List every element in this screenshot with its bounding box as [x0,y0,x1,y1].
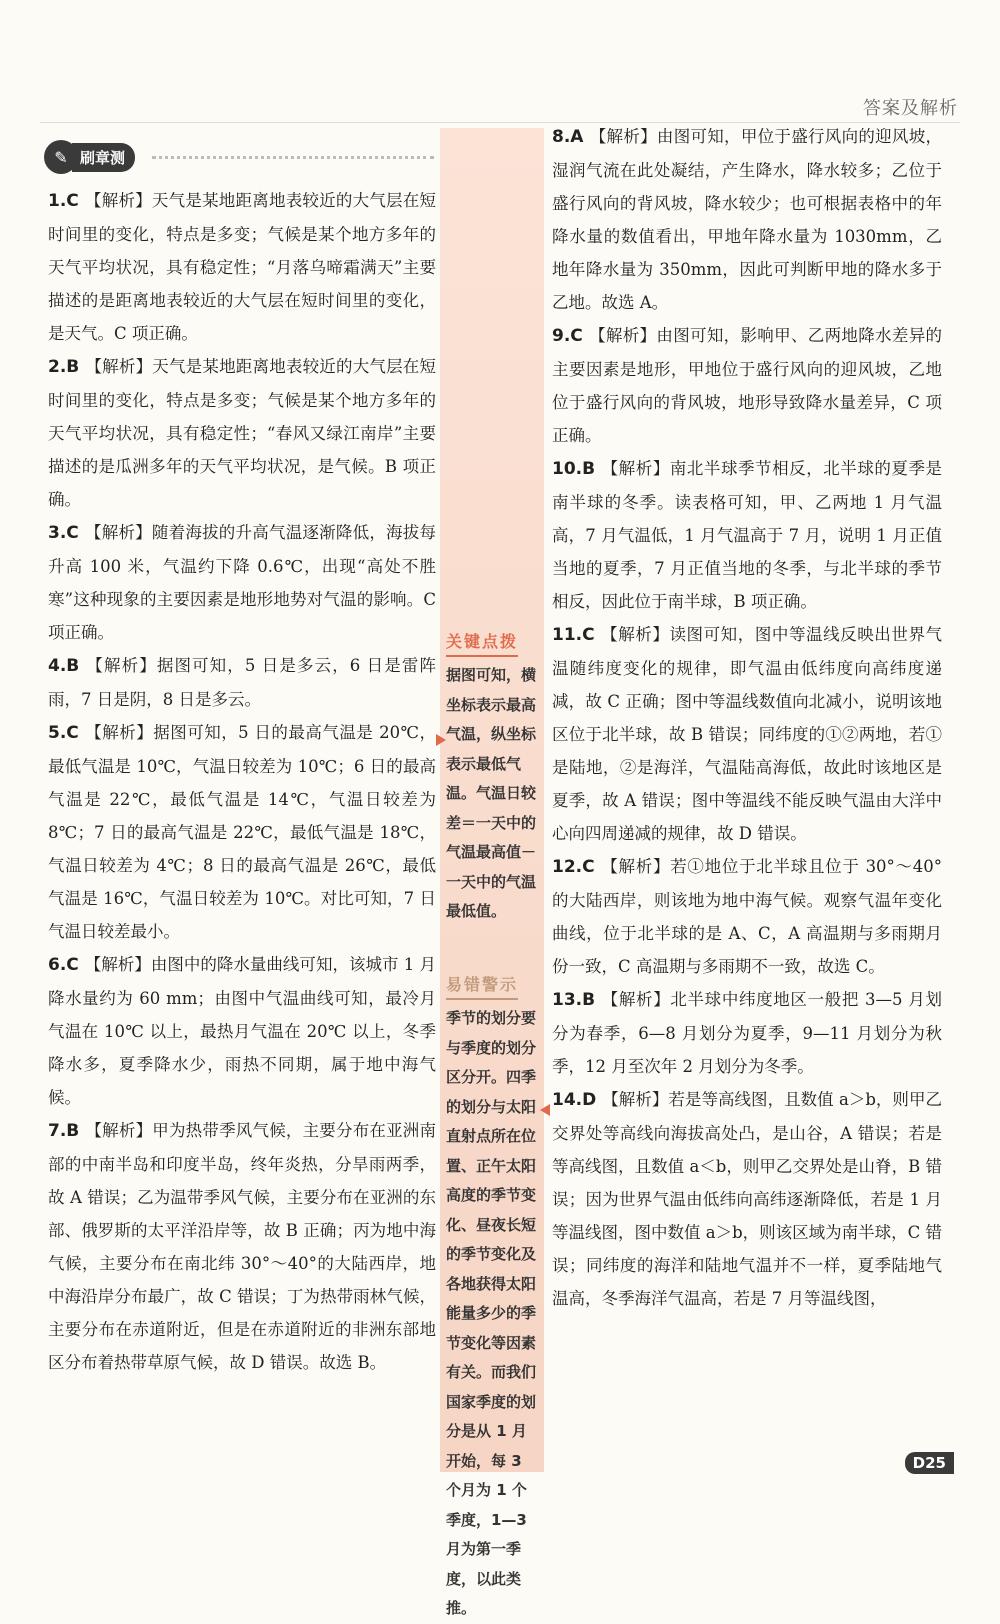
question-14: 14.D 【解析】若是等高线图，且数值 a＞b，则甲乙交界处等高线向海拔高处凸，是山谷，A 错误；若是等高线图，且数值 a＜b，则甲乙交界处是山脊，B 错误；因为世界气温由低纬向高纬逐渐降低，若是 1 月等温线图，图中数值 a＞b，则该区域为南半球，C 错误；同纬度的海洋和陆地气温并不一样，夏季陆地气温高，冬季海洋气温高，若是 7 月等温线图， [552,1090,943,1308]
question-4: 4.B 【解析】据图可知，5 日是多云，6 日是雷阵雨，7 日是阴，8 日是多云。 [48,656,436,709]
question-7: 7.B 【解析】甲为热带季风气候，主要分布在亚洲南部的中南半岛和印度半岛，终年炎热，分旱雨两季，故 A 错误；乙为温带季风气候，主要分布在亚洲的东部、俄罗斯的太平洋沿岸等，故 B 正确；丙为地中海气候，主要分布在南北纬 30°～40°的大陆西岸，地中海沿岸分布最广，故 C 错误；丁为热带雨林气候，主要分布在赤道附近，但是在赤道附近的非洲东部地区分布着热带草原气候，故 D 错误。故选 B。 [48,1121,437,1372]
section-badge-label: 刷章测 [72,143,135,172]
page-header-title: 答案及解析 [863,98,958,119]
error-warning-note [446,971,538,1624]
question-8: 8.A 【解析】由图可知，甲位于盛行风向的迎风坡，湿润气流在此处凝结，产生降水，降水较多；乙位于盛行风向的背风坡，降水较少；也可根据表格中的年降水量的数值看出，甲地年降水量为 1030mm，乙地年降水量为 350mm，因此可判断甲地的降水多于乙地。故选 A。 [552,127,943,312]
question-1-text: 天气是某地距离地表较近的大气层在短时间里的变化，特点是多变；气候是某个地方多年的天气平均状况，具有稳定性；“月落乌啼霜满天”主要描述的是距离地表较近的大气层在短时间里的变化，是天气。C 项正确。 [48,191,437,343]
question-10: 10.B 【解析】南北半球季节相反，北半球的夏季是南半球的冬季。读表格可知，甲、乙两地 1 月气温高，7 月气温低，1 月气温高于 7 月，说明 1 月正值当地的夏季，7 月正值当地的冬季，与北半球的季节相反，因此位于南半球，B 项正确。 [552,459,943,611]
section-dotted-divider [152,156,434,159]
question-7-text: 甲为热带季风气候，主要分布在亚洲南部的中南半岛和印度半岛，终年炎热，分旱雨两季，故 A 错误；乙为温带季风气候，主要分布在亚洲的东部、俄罗斯的太平洋沿岸等，故 B 正确；丙为地中海气候，主要分布在南北纬 30°～40°的大陆西岸，地中海沿岸分布最广，故 C 错误；丁为热带雨林气候，主要分布在赤道附近，但是在赤道附近的非洲东部地区分布着热带草原气候，故 D 错误。故选 B。 [48,1121,437,1372]
question-10-text: 南北半球季节相反，北半球的夏季是南半球的冬季。读表格可知，甲、乙两地 1 月气温高，7 月气温低，1 月气温高于 7 月，说明 1 月正值当地的夏季，7 月正值当地的冬季，与北半球的季节相反，因此位于南半球，B 项正确。 [552,459,943,611]
book-icon: ✎ [44,140,78,174]
error-warning-text: 季节的划分要与季度的划分区分开。四季的划分与太阳直射点所在位置、正午太阳高度的季节变化、昼夜长短的季节变化及各地获得太阳能量多少的季节变化等因素有关。而我们国家季度的划分是从 1 月开始，每 3 个月为 1 个季度，1—3 月为第一季度，以此类推。 [446,1009,537,1617]
question-12-text: 若①地位于北半球且位于 30°～40°的大陆西岸，则该地为地中海气候。观察气温年变化曲线，位于北半球的是 A、C，A 高温期与多雨期月份一致，C 高温期与多雨期不一致，故选 C。 [552,857,942,976]
question-3-text: 随着海拔的升高气温逐渐降低，海拔每升高 100 米，气温约下降 0.6℃，出现“高处不胜寒”这种现象的主要因素是地形地势对气温的影响。C 项正确。 [48,523,437,642]
question-6-text: 由图中的降水量曲线可知，该城市 1 月降水量约为 60 mm；由图中气温曲线可知，最冷月气温在 10℃ 以上，最热月气温在 20℃ 以上，冬季降水多，夏季降水少，雨热不同期，属于地中海气候。 [48,955,437,1107]
pointer-right-icon [436,734,446,746]
left-answer-column [48,184,436,1379]
question-5-text: 据图可知，5 日的最高气温是 20℃，最低气温是 10℃，气温日较差为 10℃；6 日的最高气温是 22℃，最低气温是 14℃，气温日较差为 8℃；7 日的最高气温是 22℃，最低气温是 18℃，气温日较差为 4℃；8 日的最高气温是 26℃，最低气温是 16℃，气温日较差为 10℃。对比可知，7 日气温日较差最小。 [48,723,436,941]
question-6: 6.C 【解析】由图中的降水量曲线可知，该城市 1 月降水量约为 60 mm；由图中气温曲线可知，最冷月气温在 10℃ 以上，最热月气温在 20℃ 以上，冬季降水多，夏季降水少，雨热不同期，属于地中海气候。 [48,955,437,1107]
question-13: 13.B 【解析】北半球中纬度地区一般把 3—5 月划分为春季，6—8 月划分为夏季，9—11 月划分为秋季，12 月至次年 2 月划分为冬季。 [552,990,942,1076]
page-number: D25 [905,1452,954,1474]
question-11-text: 读图可知，图中等温线反映出世界气温随纬度变化的规律，即气温由低纬度向高纬度递减，故 C 正确；图中等温线数值向北减小，说明该地区位于北半球，故 B 错误；同纬度的①②两地，若①是陆地，②是海洋，气温陆高海低，故此时该地区是夏季，故 A 错误；图中等温线不能反映气温由大洋中心向四周递减的规律，故 D 错误。 [552,625,943,843]
question-9-text: 由图可知，影响甲、乙两地降水差异的主要因素是地形，甲地位于盛行风向的迎风坡，乙地位于盛行风向的背风坡，地形导致降水量差异，C 项正确。 [552,326,943,445]
sidebar-notes-strip [440,128,544,1617]
key-tip-note [446,628,538,927]
question-8-text: 由图可知，甲位于盛行风向的迎风坡，湿润气流在此处凝结，产生降水，降水较多；乙位于盛行风向的背风坡，降水较少；也可根据表格中的年降水量的数值看出，甲地年降水量为 1030mm，乙地年降水量为 350mm，因此可判断甲地的降水多于乙地。故选 A。 [552,127,943,312]
key-tip-text: 据图可知，横坐标表示最高气温，纵坐标表示最低气温。气温日较差＝一天中的气温最高值－一天中的气温最低值。 [446,666,537,920]
question-14-text: 若是等高线图，且数值 a＞b，则甲乙交界处等高线向海拔高处凸，是山谷，A 错误；若是等高线图，且数值 a＜b，则甲乙交界处是山脊，B 错误；因为世界气温由低纬向高纬逐渐降低，若是 1 月等温线图，图中数值 a＞b，则该区域为南半球，C 错误；同纬度的海洋和陆地气温并不一样，夏季陆地气温高，冬季海洋气温高，若是 7 月等温线图， [552,1090,943,1308]
question-1: 1.C 【解析】天气是某地距离地表较近的大气层在短时间里的变化，特点是多变；气候是某个地方多年的天气平均状况，具有稳定性；“月落乌啼霜满天”主要描述的是距离地表较近的大气层在短时间里的变化，是天气。C 项正确。 [48,191,437,343]
right-answer-column [552,120,942,1315]
section-badge [44,140,135,174]
question-11: 11.C 【解析】读图可知，图中等温线反映出世界气温随纬度变化的规律，即气温由低纬度向高纬度递减，故 C 正确；图中等温线数值向北减小，说明该地区位于北半球，故 B 错误；同纬度的①②两地，若①是陆地，②是海洋，气温陆高海低，故此时该地区是夏季，故 A 错误；图中等温线不能反映气温由大洋中心向四周递减的规律，故 D 错误。 [552,625,943,843]
error-warning-title: 易错警示 [446,972,518,1000]
question-9: 9.C 【解析】由图可知，影响甲、乙两地降水差异的主要因素是地形，甲地位于盛行风向的迎风坡，乙地位于盛行风向的背风坡，地形导致降水量差异，C 项正确。 [552,326,943,445]
key-tip-title: 关键点拨 [446,629,518,657]
question-12: 12.C 【解析】若①地位于北半球且位于 30°～40°的大陆西岸，则该地为地中海气候。观察气温年变化曲线，位于北半球的是 A、C，A 高温期与多雨期月份一致，C 高温期与多雨期不一致，故选 C。 [552,857,942,976]
question-2: 2.B 【解析】天气是某地距离地表较近的大气层在短时间里的变化，特点是多变；气候是某个地方多年的天气平均状况，具有稳定性；“春风又绿江南岸”主要描述的是瓜洲多年的天气平均状况，是气候。B 项正确。 [48,357,437,509]
question-4-text: 据图可知，5 日是多云，6 日是雷阵雨，7 日是阴，8 日是多云。 [48,656,436,709]
question-3: 3.C 【解析】随着海拔的升高气温逐渐降低，海拔每升高 100 米，气温约下降 0.6℃，出现“高处不胜寒”这种现象的主要因素是地形地势对气温的影响。C 项正确。 [48,523,437,642]
question-5: 5.C 【解析】据图可知，5 日的最高气温是 20℃，最低气温是 10℃，气温日较差为 10℃；6 日的最高气温是 22℃，最低气温是 14℃，气温日较差为 8℃；7 日的最高气温是 22℃，最低气温是 18℃，气温日较差为 4℃；8 日的最高气温是 26℃，最低气温是 16℃，气温日较差为 10℃。对比可知，7 日气温日较差最小。 [48,723,436,941]
question-13-text: 北半球中纬度地区一般把 3—5 月划分为春季，6—8 月划分为夏季，9—11 月划分为秋季，12 月至次年 2 月划分为冬季。 [552,990,942,1076]
question-2-text: 天气是某地距离地表较近的大气层在短时间里的变化，特点是多变；气候是某个地方多年的天气平均状况，具有稳定性；“春风又绿江南岸”主要描述的是瓜洲多年的天气平均状况，是气候。B 项正确。 [48,357,437,509]
pointer-left-icon [540,1104,550,1116]
